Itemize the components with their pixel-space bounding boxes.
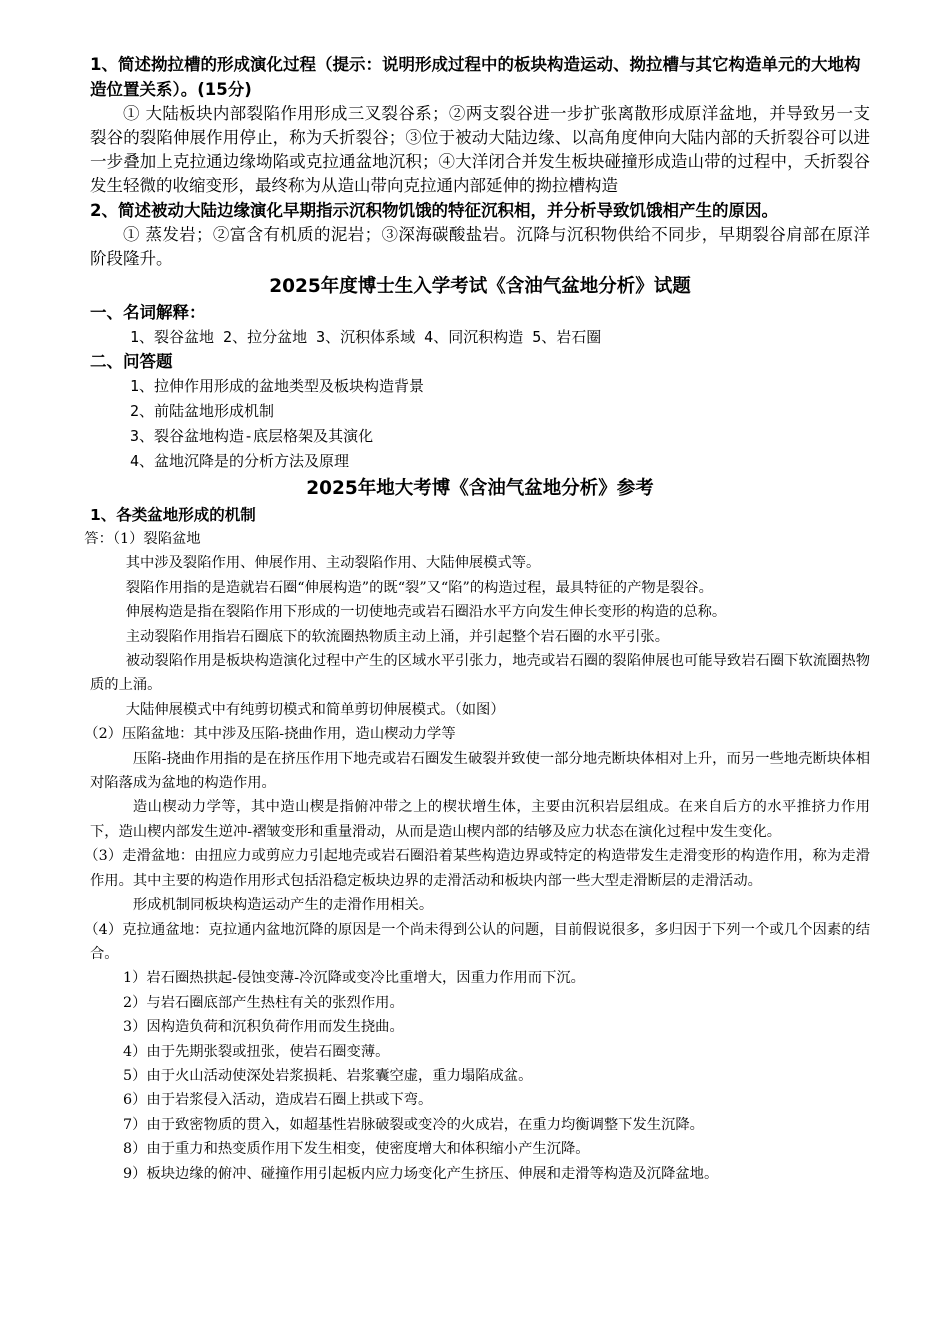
subheading-compression-basin: （2）压陷盆地：其中涉及压陷-挠曲作用，造山楔动力学等 bbox=[84, 726, 456, 743]
subheading-craton-basin: （4）克拉通盆地：克拉通内盆地沉降的原因是一个尚未得到公认的问题，目前假说很多，多归因于下列一个或几个因素的结合。 bbox=[84, 921, 870, 962]
list-item: 3）因构造负荷和沉积负荷作用而发生挠曲。 bbox=[123, 1019, 404, 1036]
document-page bbox=[84, 52, 870, 1186]
paragraph: 主动裂陷作用指岩石圈底下的软流圈热物质主动上涌，并引起整个岩石圈的水平引张。 bbox=[125, 628, 670, 645]
paragraph: 裂陷作用指的是造就岩石圈“伸展构造”的既“裂”又“陷”的构造过程，最具特征的产物是裂谷。 bbox=[125, 579, 713, 596]
list-item: 2）与岩石圈底部产生热柱有关的张烈作用。 bbox=[123, 994, 404, 1011]
section-terms-heading: 一、名词解释： bbox=[90, 303, 206, 322]
list-item: 1）岩石圈热拱起-侵蚀变薄-冷沉降或变冷比重增大，因重力作用而下沉。 bbox=[123, 970, 585, 987]
answer-1: ① 大陆板块内部裂陷作用形成三叉裂谷系；②两支裂谷进一步扩张离散形成原洋盆地，并导致另一支裂谷的裂陷伸展作用停止，称为夭折裂谷；③位于被动大陆边缘、以高角度伸向大陆内部的夭折裂谷可以进一步叠加上克拉通边缘坳陷或克拉通盆地沉积；④大洋闭合并发生板块碰撞形成造山带的过程中，夭折裂谷发生轻微的收缩变形，最终称为从造山带向克拉通内部延伸的拗拉槽构造 bbox=[90, 104, 870, 195]
list-item: 6）由于岩浆侵入活动，造成岩石圈上拱或下弯。 bbox=[123, 1092, 433, 1109]
exam-title: 2025年度博士生入学考试《含油气盆地分析》试题 bbox=[269, 276, 691, 297]
list-item: 5）由于火山活动使深处岩浆损耗、岩浆囊空虚，重力塌陷成盆。 bbox=[123, 1067, 533, 1084]
section-questions-heading: 二、问答题 bbox=[90, 352, 173, 371]
exam-question: 3、裂谷盆地构造-底层格架及其演化 bbox=[130, 427, 374, 445]
subheading-strike-slip-basin: （3）走滑盆地：由扭应力或剪应力引起地壳或岩石圈沿着某些构造边界或特定的构造带发生走滑变形的构造作用，称为走滑作用。其中主要的构造作用形式包括沿稳定板块边界的走滑活动和板块内部一些大型走滑断层的走滑活动。 bbox=[84, 848, 870, 889]
reference-title: 2025年地大考博《含油气盆地分析》参考 bbox=[306, 478, 654, 499]
paragraph: 形成机制同板块构造运动产生的走滑作用相关。 bbox=[132, 897, 434, 914]
paragraph: 伸展构造是指在裂陷作用下形成的一切使地壳或岩石圈沿水平方向发生伸长变形的构造的总称。 bbox=[125, 604, 727, 621]
exam-question: 1、拉伸作用形成的盆地类型及板块构造背景 bbox=[130, 377, 425, 395]
exam-question: 2、前陆盆地形成机制 bbox=[130, 402, 275, 420]
question-1: 1、简述拗拉槽的形成演化过程（提示：说明形成过程中的板块构造运动、拗拉槽与其它构造单元的大地构造位置关系）。(15分) bbox=[90, 55, 861, 99]
paragraph: 压陷-挠曲作用指的是在挤压作用下地壳或岩石圈发生破裂并致使一部分地壳断块体相对上升，而另一些地壳断块体相对陷落成为盆地的构造作用。 bbox=[90, 750, 870, 792]
paragraph: 被动裂陷作用是板块构造演化过程中产生的区域水平引张力，地壳或岩石圈的裂陷伸展也可能导致岩石圈下软流圈热物质的上涌。 bbox=[90, 653, 870, 694]
exam-question: 4、盆地沉降是的分析方法及原理 bbox=[130, 452, 350, 470]
reference-question-title: 1、各类盆地形成的机制 bbox=[90, 506, 256, 524]
answer-2: ① 蒸发岩；②富含有机质的泥岩；③深海碳酸盐岩。沉降与沉积物供给不同步，早期裂谷肩部在原洋阶段隆升。 bbox=[90, 225, 870, 268]
list-item: 8）由于重力和热变质作用下发生相变，使密度增大和体积缩小产生沉降。 bbox=[123, 1141, 590, 1158]
list-item: 7）由于致密物质的贯入，如超基性岩脉破裂或变冷的火成岩，在重力均衡调整下发生沉降。 bbox=[123, 1116, 704, 1133]
paragraph: 大陆伸展模式中有纯剪切模式和简单剪切伸展模式。（如图） bbox=[125, 701, 505, 718]
answer-label: 答：（1）裂陷盆地 bbox=[84, 531, 201, 547]
question-2: 2、简述被动大陆边缘演化早期指示沉积物饥饿的特征沉积相，并分析导致饥饿相产生的原因。 bbox=[90, 201, 778, 220]
list-item: 9）板块边缘的俯冲、碰撞作用引起板内应力场变化产生挤压、伸展和走滑等构造及沉降盆地。 bbox=[123, 1165, 719, 1182]
list-item: 4）由于先期张裂或扭张，使岩石圈变薄。 bbox=[123, 1043, 390, 1060]
paragraph: 其中涉及裂陷作用、伸展作用、主动裂陷作用、大陆伸展模式等。 bbox=[125, 555, 541, 572]
paragraph: 造山楔动力学等，其中造山楔是指俯冲带之上的楔状增生体，主要由沉积岩层组成。在来自后方的水平推挤力作用下，造山楔内部发生逆冲-褶皱变形和重量滑动，从而是造山楔内部的结够及应力状态在演化过程中发生变化。 bbox=[90, 799, 870, 840]
terms-list: 1、裂谷盆地 2、拉分盆地 3、沉积体系域 4、同沉积构造 5、岩石圈 bbox=[130, 328, 602, 346]
